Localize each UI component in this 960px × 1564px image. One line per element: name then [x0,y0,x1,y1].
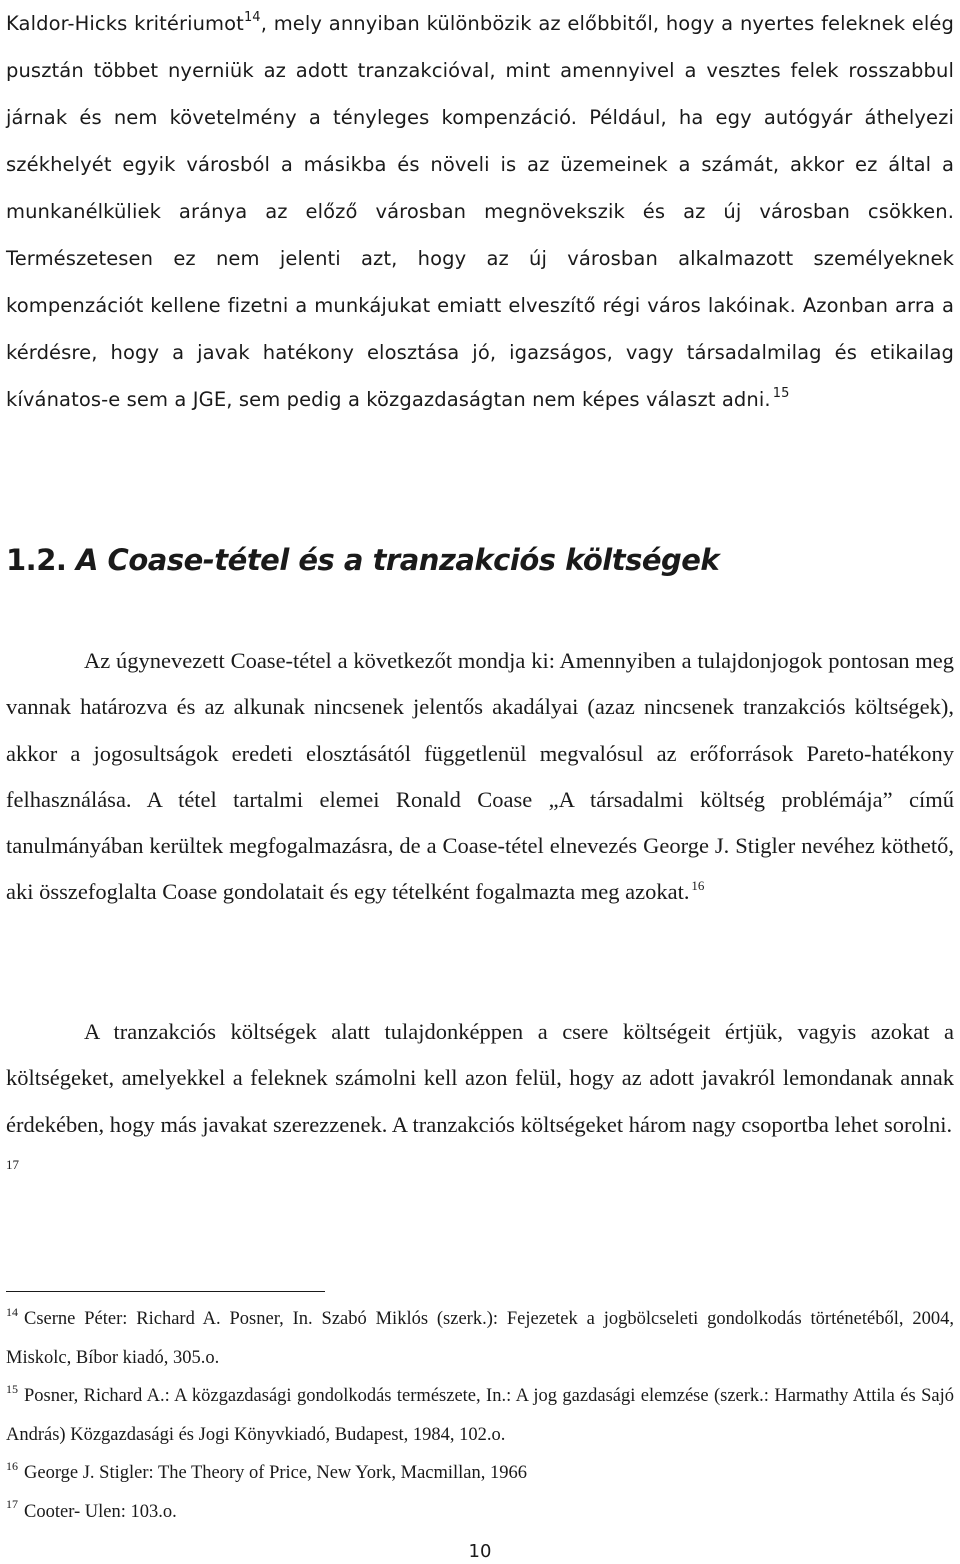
footnote-ref-16[interactable]: 16 [691,878,705,894]
footnote-15 [6,1377,954,1454]
footnotes [6,1300,954,1531]
section-number: 1.2. [6,543,67,577]
footnote-number: 14 [6,1304,18,1319]
section-heading [6,540,719,580]
footnote-number: 17 [6,1497,18,1512]
footnote-text: George J. Stigler: The Theory of Price, New York, Macmillan, 1966 [24,1463,528,1483]
paragraph-text: Kaldor-Hicks kritériumot [6,12,244,35]
paragraph-text: A tranzakciós költségek alatt tulajdonképpen a csere költségeit értjük, vagyis azokat a költségeket, amelyekkel a feleknek számolni kell azon felül, hogy az adott javakról lemondanak annak érdekében, hogy más javakat szerezzenek. A tranzakciós költségeket három nagy csoportba lehet sorolni. [6,1019,954,1137]
footnote-17 [6,1493,954,1532]
footnote-text: Cooter- Ulen: 103.o. [24,1501,177,1522]
paragraph-coase-theorem [6,638,954,916]
page-number: 10 [468,1541,492,1562]
footnote-text: Cserne Péter: Richard A. Posner, In. Szabó Miklós (szerk.): Fejezetek a jogbölcseleti gondolkodás történetéből, 2004, Miskolc, Bíbor kiadó, 305.o. [6,1309,954,1368]
footnote-text: Posner, Richard A.: A közgazdasági gondolkodás természete, In.: A jog gazdasági elemzése (szerk.: Harmathy Attila és Sajó András) Közgazdasági és Jogi Könyvkiadó, Budapest, 1984, 102.o. [6,1386,954,1445]
footnote-ref-14[interactable]: 14 [243,9,261,25]
footnote-number: 16 [6,1458,18,1473]
paragraph-kaldor-hicks [6,0,954,423]
paragraph-transaction-costs [6,1009,954,1194]
section-title: A Coase-tétel és a tranzakciós költségek [76,543,720,577]
footnote-14 [6,1300,954,1377]
paragraph-text: , mely annyiban különbözik az előbbitől, hogy a nyertes feleknek elég pusztán többet nyerniük az adott tranzakcióval, mint amennyivel a vesztes felek rosszabbul járnak és nem követelmény a tényleges kompenzáció. Például, ha egy autógyár áthelyezi székhelyét egyik városból a másikba és növeli is az üzemeinek a számát, akkor ez által a munkanélküliek aránya az előző városban megnövekszik és az új városban csökken. Természetesen ez nem jelenti azt, hogy az új városban alkalmazott személyeknek kompenzációt kellene fizetni a munkájukat emiatt elveszítő régi város lakóinak. Azonban arra a kérdésre, hogy a javak hatékony elosztása jó, igazságos, vagy társadalmilag és etikailag kívánatos-e sem a JGE, sem pedig a közgazdaságtan nem képes választ adni. [6,12,954,411]
footnote-divider [6,1291,325,1292]
footnote-ref-17[interactable]: 17 [6,1156,19,1172]
footnote-16 [6,1454,954,1493]
footnote-ref-15[interactable]: 15 [772,385,790,401]
paragraph-text: Az úgynevezett Coase-tétel a következőt mondja ki: Amennyiben a tulajdonjogok pontosan meg vannak határozva és az alkunak nincsenek jelentős akadályai (azaz nincsenek tranzakciós költségek), akkor a jogosultságok eredeti elosztásától függetlenül megvalósul az erőforrások Pareto-hatékony felhasználása. A tétel tartalmi elemei Ronald Coase „A társadalmi költség problémája” című tanulmányában kerültek megfogalmazásra, de a Coase-tétel elnevezés George J. Stigler nevéhez köthető, aki összefoglalta Coase gondolatait és egy tételként fogalmazta meg azokat. [6,648,954,905]
footnote-number: 15 [6,1381,18,1396]
